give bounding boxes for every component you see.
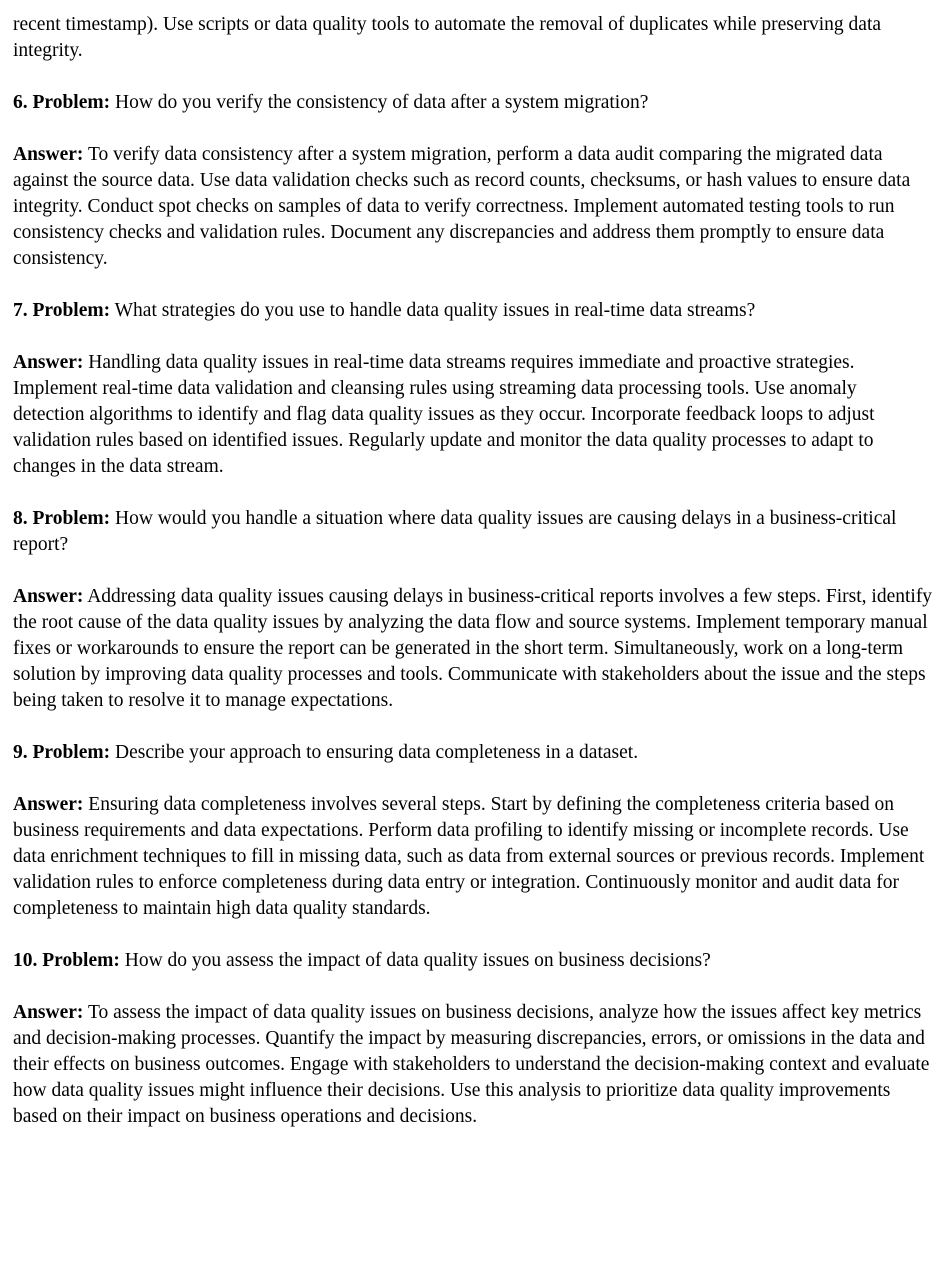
answer-label: Answer: bbox=[13, 352, 84, 373]
answer-text: To verify data consistency after a system migration, perform a data audit comparing the migrated data against the source data. Use data validation checks such as record counts, checksums, or hash values to ensure data integrity. Conduct spot checks on samples of data to verify correctness. Implement automated testing tools to run consistency checks and validation rules. Document any discrepancies and address them promptly to ensure data consistency. bbox=[13, 144, 911, 269]
answer-label: Answer: bbox=[13, 1002, 84, 1023]
continuation-paragraph: recent timestamp). Use scripts or data quality tools to automate the removal of duplicates while preserving data integrity. bbox=[13, 14, 882, 61]
answer-paragraph bbox=[13, 1000, 933, 1130]
answer-label: Answer: bbox=[13, 144, 84, 165]
problem-paragraph bbox=[13, 948, 933, 974]
answer-paragraph bbox=[13, 792, 933, 922]
problem-label: 7. Problem: bbox=[13, 300, 111, 321]
answer-label: Answer: bbox=[13, 794, 84, 815]
answer-text: Addressing data quality issues causing delays in business-critical reports involves a few steps. First, identify the root cause of the data quality issues by analyzing the data flow and source systems. Implement temporary manual fixes or workarounds to ensure the report can be generated in the short term. Simultaneously, work on a long-term solution by improving data quality processes and tools. Communicate with stakeholders about the issue and the steps being taken to resolve it to manage expectations. bbox=[13, 586, 933, 711]
problem-paragraph bbox=[13, 740, 933, 766]
problem-label: 6. Problem: bbox=[13, 92, 111, 113]
problem-text: How do you assess the impact of data quality issues on business decisions? bbox=[124, 950, 711, 971]
problem-label: 8. Problem: bbox=[13, 508, 111, 529]
problem-paragraph bbox=[13, 298, 933, 324]
problem-text: How do you verify the consistency of data after a system migration? bbox=[115, 92, 649, 113]
problem-label: 10. Problem: bbox=[13, 950, 120, 971]
answer-text: To assess the impact of data quality issues on business decisions, analyze how the issues affect key metrics and decision-making processes. Quantify the impact by measuring discrepancies, errors, or omissions in the data and their effects on business outcomes. Engage with stakeholders to understand the decision-making context and evaluate how data quality issues might influence their decisions. Use this analysis to prioritize data quality improvements based on their impact on business operations and decisions. bbox=[13, 1002, 930, 1127]
answer-text: Handling data quality issues in real-time data streams requires immediate and proactive strategies. Implement real-time data validation and cleansing rules using streaming data processing tools. Use anomaly detection algorithms to identify and flag data quality issues as they occur. Incorporate feedback loops to adjust validation rules based on identified issues. Regularly update and monitor the data quality processes to adapt to changes in the data stream. bbox=[13, 352, 875, 477]
problem-text: Describe your approach to ensuring data completeness in a dataset. bbox=[115, 742, 639, 763]
problem-text: What strategies do you use to handle data quality issues in real-time data streams? bbox=[114, 300, 756, 321]
problem-paragraph bbox=[13, 90, 933, 116]
problem-label: 9. Problem: bbox=[13, 742, 111, 763]
answer-paragraph bbox=[13, 350, 933, 480]
problem-text: How would you handle a situation where data quality issues are causing delays in a business-critical report? bbox=[13, 508, 897, 555]
answer-label: Answer: bbox=[13, 586, 84, 607]
answer-paragraph bbox=[13, 142, 933, 272]
problem-paragraph bbox=[13, 506, 933, 558]
answer-text: Ensuring data completeness involves several steps. Start by defining the completeness criteria based on business requirements and data expectations. Perform data profiling to identify missing or incomplete records. Use data enrichment techniques to fill in missing data, such as data from external sources or previous records. Implement validation rules to enforce completeness during data entry or integration. Continuously monitor and audit data for completeness to maintain high data quality standards. bbox=[13, 794, 925, 919]
answer-paragraph bbox=[13, 584, 933, 714]
